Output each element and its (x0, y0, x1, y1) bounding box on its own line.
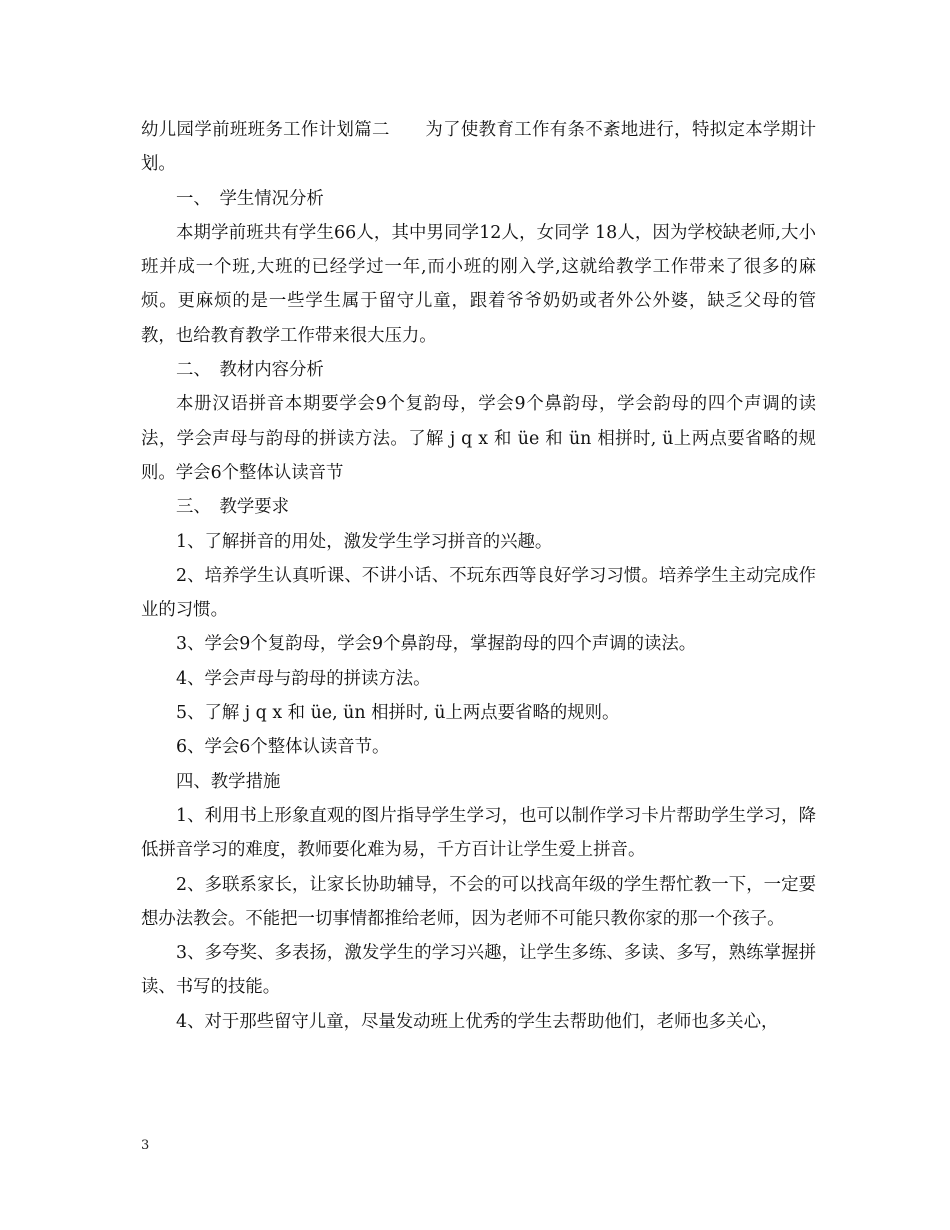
list-item: 4、学会声母与韵母的拼读方法。 (176, 668, 431, 689)
paragraph: 幼儿园学前班班务工作计划篇二 为了使教育工作有条不紊地进行，特拟定本学期计划。 (141, 120, 816, 175)
paragraph: 本期学前班共有学生66人，其中男同学12人，女同学 18人，因为学校缺老师,大小班并成一个班,大班的已经学过一年,而小班的刚入学,这就给教学工作带来了很多的麻烦。更麻烦的是一些学生属于留守儿童，跟着爷爷奶奶或者外公外婆，缺乏父母的管教，也给教育教学工作带来很大压力。 (141, 222, 816, 346)
section-heading: 三、 教学要求 (176, 497, 290, 518)
section-heading: 一、 学生情况分析 (176, 188, 324, 209)
list-item: 6、学会6个整体认读音节。 (176, 737, 390, 758)
page-number: 3 (141, 1138, 150, 1153)
section-heading: 二、 教材内容分析 (176, 360, 324, 381)
list-item: 2、培养学生认真听课、不讲小话、不玩东西等良好学习习惯。培养学生主动完成作业的习惯。 (141, 565, 816, 621)
section-heading: 四、教学措施 (176, 771, 281, 792)
document-body (141, 113, 816, 1039)
list-item: 3、学会9个复韵母，学会9个鼻韵母，掌握韵母的四个声调的读法。 (176, 634, 697, 655)
list-item: 2、多联系家长，让家长协助辅导，不会的可以找高年级的学生帮忙教一下，一定要想办法教会。不能把一切事情都推给老师，因为老师不可能只教你家的那一个孩子。 (141, 874, 816, 929)
list-item: 1、利用书上形象直观的图片指导学生学习，也可以制作学习卡片帮助学生学习，降低拼音学习的难度，教师要化难为易，千方百计让学生爱上拼音。 (141, 805, 816, 861)
list-item: 5、了解 j q x 和 üe, ün 相拼时, ü上两点要省略的规则。 (176, 703, 620, 724)
list-item: 1、了解拼音的用处，激发学生学习拼音的兴趣。 (176, 531, 553, 552)
paragraph: 本册汉语拼音本期要学会9个复韵母，学会9个鼻韵母，学会韵母的四个声调的读法，学会声母与韵母的拼读方法。了解 j q x 和 üe 和 ün 相拼时, ü上两点要省略的规则。学会6个整体认读音节 (141, 394, 816, 483)
list-item: 3、多夸奖、多表扬，激发学生的学习兴趣，让学生多练、多读、多写，熟练掌握拼读、书写的技能。 (141, 943, 816, 998)
list-item: 4、对于那些留守儿童，尽量发动班上优秀的学生去帮助他们，老师也多关心， (176, 1011, 779, 1032)
